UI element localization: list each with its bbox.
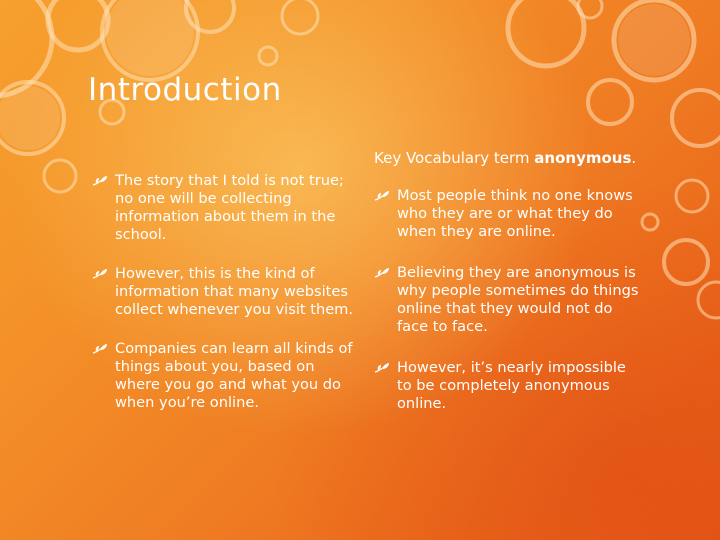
bullet-text: Companies can learn all kinds of things about you, based on where you go and what you do when you’re online. xyxy=(115,340,353,411)
bubble xyxy=(642,214,658,230)
bubble xyxy=(282,0,318,34)
left-column xyxy=(92,172,354,433)
subhead-prefix: Key Vocabulary term xyxy=(374,149,535,167)
bubble xyxy=(588,80,632,124)
bubble xyxy=(508,0,584,66)
bubble xyxy=(664,240,708,284)
bullet-item xyxy=(374,187,644,241)
bubble-fill xyxy=(106,0,194,76)
subhead-suffix: . xyxy=(631,149,637,167)
slide-title: Introduction xyxy=(88,72,282,108)
bullet-item xyxy=(374,264,644,336)
key-vocabulary-heading xyxy=(374,149,644,167)
bullet-text: However, this is the kind of information that many websites collect whenever you visit them. xyxy=(115,265,354,318)
bubble-fill xyxy=(618,4,690,76)
bullet-text: Believing they are anonymous is why people sometimes do things online that they would not do face to face. xyxy=(397,264,639,335)
bubble xyxy=(676,180,708,212)
leaf-bullet-icon xyxy=(92,343,108,355)
leaf-bullet-icon xyxy=(92,268,108,280)
leaf-bullet-icon xyxy=(374,267,390,279)
bubble xyxy=(698,282,720,318)
bubble xyxy=(48,0,108,50)
bullet-text: Most people think no one knows who they are or what they do when they are online. xyxy=(397,187,633,240)
bullet-item xyxy=(92,265,354,319)
right-column xyxy=(374,149,644,436)
leaf-bullet-icon xyxy=(92,175,108,187)
leaf-bullet-icon xyxy=(374,190,390,202)
leaf-bullet-icon xyxy=(374,362,390,374)
bullet-item xyxy=(374,359,644,413)
bullet-text: The story that I told is not true; no one will be collecting information about them in the school. xyxy=(115,172,344,243)
bubble xyxy=(672,90,720,146)
bubble xyxy=(44,160,76,192)
bullet-item xyxy=(92,172,354,244)
bullet-text: However, it’s nearly impossible to be completely anonymous online. xyxy=(397,359,626,412)
bullet-item xyxy=(92,340,354,412)
bubble-fill xyxy=(0,86,60,150)
vocabulary-term: anonymous xyxy=(534,149,632,167)
bubble xyxy=(259,47,277,65)
